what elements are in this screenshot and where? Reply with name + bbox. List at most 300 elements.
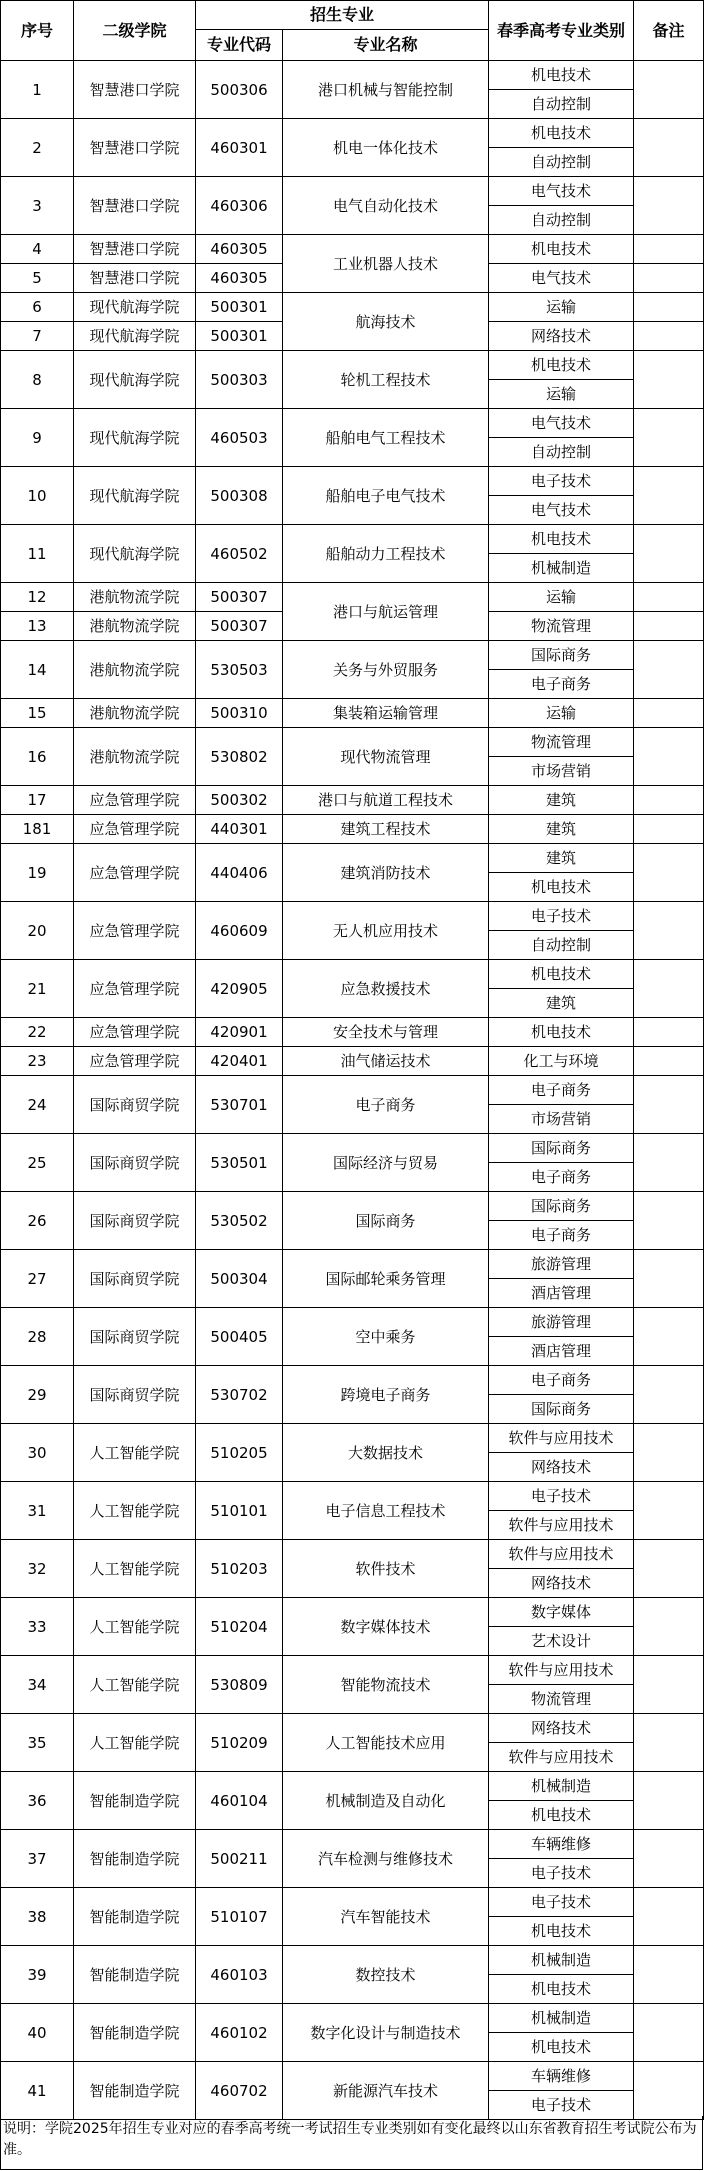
remark-cell	[634, 583, 704, 612]
header-name: 专业名称	[283, 30, 489, 61]
code-cell: 440406	[196, 844, 283, 902]
major-name-cell: 电子信息工程技术	[283, 1482, 489, 1540]
major-name-cell: 建筑消防技术	[283, 844, 489, 902]
code-cell: 510209	[196, 1714, 283, 1772]
major-name-cell: 国际商务	[283, 1192, 489, 1250]
seq-cell: 35	[1, 1714, 74, 1772]
college-cell: 智慧港口学院	[74, 177, 196, 235]
category-cell: 国际商务	[489, 1395, 634, 1424]
category-cell: 机电技术	[489, 525, 634, 554]
code-cell: 500304	[196, 1250, 283, 1308]
remark-cell	[634, 1714, 704, 1772]
remark-cell	[634, 409, 704, 467]
college-cell: 智能制造学院	[74, 1946, 196, 2004]
table-row	[1, 351, 704, 380]
remark-cell	[634, 2062, 704, 2120]
major-name-cell: 新能源汽车技术	[283, 2062, 489, 2120]
remark-cell	[634, 1366, 704, 1424]
category-cell: 机电技术	[489, 235, 634, 264]
category-cell: 网络技术	[489, 1453, 634, 1482]
college-cell: 应急管理学院	[74, 1018, 196, 1047]
remark-cell	[634, 786, 704, 815]
college-cell: 现代航海学院	[74, 293, 196, 322]
college-cell: 人工智能学院	[74, 1598, 196, 1656]
code-cell: 500307	[196, 583, 283, 612]
category-cell: 电气技术	[489, 409, 634, 438]
table-row	[1, 1888, 704, 1917]
college-cell: 智能制造学院	[74, 2062, 196, 2120]
code-cell: 420401	[196, 1047, 283, 1076]
major-name-cell: 机械制造及自动化	[283, 1772, 489, 1830]
college-cell: 港航物流学院	[74, 583, 196, 612]
category-cell: 电子技术	[489, 1859, 634, 1888]
category-cell: 物流管理	[489, 612, 634, 641]
category-cell: 车辆维修	[489, 1830, 634, 1859]
category-cell: 自动控制	[489, 931, 634, 960]
seq-cell: 27	[1, 1250, 74, 1308]
seq-cell: 3	[1, 177, 74, 235]
code-cell: 510203	[196, 1540, 283, 1598]
remark-cell	[634, 612, 704, 641]
category-cell: 建筑	[489, 815, 634, 844]
category-cell: 电气技术	[489, 496, 634, 525]
major-name-cell: 软件技术	[283, 1540, 489, 1598]
code-cell: 510107	[196, 1888, 283, 1946]
category-cell: 自动控制	[489, 206, 634, 235]
college-cell: 国际商贸学院	[74, 1308, 196, 1366]
code-cell: 500303	[196, 351, 283, 409]
remark-cell	[634, 467, 704, 525]
table-row	[1, 467, 704, 496]
remark-cell	[634, 1482, 704, 1540]
major-name-cell: 人工智能技术应用	[283, 1714, 489, 1772]
table-row	[1, 844, 704, 873]
category-cell: 物流管理	[489, 728, 634, 757]
category-cell: 软件与应用技术	[489, 1540, 634, 1569]
remark-cell	[634, 1424, 704, 1482]
college-cell: 应急管理学院	[74, 960, 196, 1018]
remark-cell	[634, 119, 704, 177]
category-cell: 机械制造	[489, 2004, 634, 2033]
table-row	[1, 1830, 704, 1859]
seq-cell: 29	[1, 1366, 74, 1424]
code-cell: 510204	[196, 1598, 283, 1656]
table-row	[1, 409, 704, 438]
code-cell: 500307	[196, 612, 283, 641]
seq-cell: 23	[1, 1047, 74, 1076]
remark-cell	[634, 1830, 704, 1888]
major-name-cell: 无人机应用技术	[283, 902, 489, 960]
table-row	[1, 960, 704, 989]
college-cell: 智慧港口学院	[74, 235, 196, 264]
code-cell: 510101	[196, 1482, 283, 1540]
category-cell: 机电技术	[489, 960, 634, 989]
remark-cell	[634, 1540, 704, 1598]
major-name-cell: 建筑工程技术	[283, 815, 489, 844]
category-cell: 软件与应用技术	[489, 1511, 634, 1540]
major-name-cell: 数控技术	[283, 1946, 489, 2004]
table-row	[1, 902, 704, 931]
college-cell: 现代航海学院	[74, 525, 196, 583]
college-cell: 人工智能学院	[74, 1424, 196, 1482]
category-cell: 网络技术	[489, 1569, 634, 1598]
category-cell: 电气技术	[489, 177, 634, 206]
college-cell: 现代航海学院	[74, 467, 196, 525]
category-cell: 机械制造	[489, 554, 634, 583]
college-cell: 智慧港口学院	[74, 119, 196, 177]
remark-cell	[634, 1047, 704, 1076]
college-cell: 港航物流学院	[74, 612, 196, 641]
code-cell: 460104	[196, 1772, 283, 1830]
seq-cell: 40	[1, 2004, 74, 2062]
remark-cell	[634, 728, 704, 786]
major-name-cell: 航海技术	[283, 293, 489, 351]
table-row	[1, 1047, 704, 1076]
seq-cell: 33	[1, 1598, 74, 1656]
category-cell: 电子商务	[489, 670, 634, 699]
remark-cell	[634, 902, 704, 960]
major-name-cell: 数字化设计与制造技术	[283, 2004, 489, 2062]
college-cell: 现代航海学院	[74, 322, 196, 351]
code-cell: 460306	[196, 177, 283, 235]
seq-cell: 4	[1, 235, 74, 264]
seq-cell: 15	[1, 699, 74, 728]
category-cell: 机电技术	[489, 351, 634, 380]
code-cell: 500405	[196, 1308, 283, 1366]
category-cell: 机电技术	[489, 1917, 634, 1946]
category-cell: 数字媒体	[489, 1598, 634, 1627]
code-cell: 460301	[196, 119, 283, 177]
table-row	[1, 699, 704, 728]
remark-cell	[634, 1308, 704, 1366]
remark-cell	[634, 699, 704, 728]
major-name-cell: 国际邮轮乘务管理	[283, 1250, 489, 1308]
table-row	[1, 1772, 704, 1801]
table-row	[1, 1366, 704, 1395]
seq-cell: 8	[1, 351, 74, 409]
category-cell: 机械制造	[489, 1946, 634, 1975]
major-name-cell: 现代物流管理	[283, 728, 489, 786]
header-remark: 备注	[634, 1, 704, 61]
seq-cell: 36	[1, 1772, 74, 1830]
college-cell: 智慧港口学院	[74, 264, 196, 293]
category-cell: 运输	[489, 293, 634, 322]
seq-cell: 37	[1, 1830, 74, 1888]
major-name-cell: 数字媒体技术	[283, 1598, 489, 1656]
seq-cell: 41	[1, 2062, 74, 2120]
code-cell: 460305	[196, 264, 283, 293]
category-cell: 电子技术	[489, 1482, 634, 1511]
seq-cell: 16	[1, 728, 74, 786]
major-name-cell: 机电一体化技术	[283, 119, 489, 177]
category-cell: 机电技术	[489, 1801, 634, 1830]
table-row	[1, 1714, 704, 1743]
category-cell: 自动控制	[489, 90, 634, 119]
seq-cell: 181	[1, 815, 74, 844]
major-name-cell: 智能物流技术	[283, 1656, 489, 1714]
code-cell: 530701	[196, 1076, 283, 1134]
remark-cell	[634, 61, 704, 119]
seq-cell: 20	[1, 902, 74, 960]
remark-cell	[634, 525, 704, 583]
code-cell: 460305	[196, 235, 283, 264]
category-cell: 软件与应用技术	[489, 1656, 634, 1685]
category-cell: 软件与应用技术	[489, 1424, 634, 1453]
college-cell: 智能制造学院	[74, 1888, 196, 1946]
category-cell: 车辆维修	[489, 2062, 634, 2091]
college-cell: 港航物流学院	[74, 699, 196, 728]
table-row	[1, 1424, 704, 1453]
seq-cell: 31	[1, 1482, 74, 1540]
code-cell: 500211	[196, 1830, 283, 1888]
table-row	[1, 1656, 704, 1685]
seq-cell: 5	[1, 264, 74, 293]
table-row	[1, 1308, 704, 1337]
remark-cell	[634, 1076, 704, 1134]
category-cell: 市场营销	[489, 757, 634, 786]
code-cell: 500301	[196, 322, 283, 351]
table-row	[1, 1598, 704, 1627]
code-cell: 500308	[196, 467, 283, 525]
seq-cell: 38	[1, 1888, 74, 1946]
category-cell: 电子技术	[489, 467, 634, 496]
header-college: 二级学院	[74, 1, 196, 61]
table-row	[1, 641, 704, 670]
header-category: 春季高考专业类别	[489, 1, 634, 61]
seq-cell: 39	[1, 1946, 74, 2004]
code-cell: 460609	[196, 902, 283, 960]
major-name-cell: 安全技术与管理	[283, 1018, 489, 1047]
category-cell: 酒店管理	[489, 1337, 634, 1366]
college-cell: 现代航海学院	[74, 409, 196, 467]
seq-cell: 11	[1, 525, 74, 583]
code-cell: 510205	[196, 1424, 283, 1482]
table-row	[1, 815, 704, 844]
major-name-cell: 电气自动化技术	[283, 177, 489, 235]
table-row	[1, 2062, 704, 2091]
category-cell: 运输	[489, 583, 634, 612]
category-cell: 电子技术	[489, 1888, 634, 1917]
college-cell: 应急管理学院	[74, 786, 196, 815]
table-row	[1, 293, 704, 322]
code-cell: 500302	[196, 786, 283, 815]
college-cell: 应急管理学院	[74, 1047, 196, 1076]
table-row	[1, 1946, 704, 1975]
footnote: 说明：学院2025年招生专业对应的春季高考统一考试招生专业类别如有变化最终以山东省教育招生考试院公布为准。	[0, 2116, 703, 2170]
remark-cell	[634, 1250, 704, 1308]
major-name-cell: 港口机械与智能控制	[283, 61, 489, 119]
college-cell: 港航物流学院	[74, 728, 196, 786]
code-cell: 530502	[196, 1192, 283, 1250]
major-name-cell: 工业机器人技术	[283, 235, 489, 293]
remark-cell	[634, 844, 704, 902]
category-cell: 电子商务	[489, 1163, 634, 1192]
remark-cell	[634, 960, 704, 1018]
college-cell: 国际商贸学院	[74, 1366, 196, 1424]
category-cell: 机电技术	[489, 873, 634, 902]
category-cell: 机电技术	[489, 1975, 634, 2004]
table-row	[1, 119, 704, 148]
college-cell: 国际商贸学院	[74, 1076, 196, 1134]
major-name-cell: 国际经济与贸易	[283, 1134, 489, 1192]
remark-cell	[634, 351, 704, 409]
college-cell: 应急管理学院	[74, 902, 196, 960]
remark-cell	[634, 815, 704, 844]
college-cell: 国际商贸学院	[74, 1134, 196, 1192]
remark-cell	[634, 2004, 704, 2062]
code-cell: 530809	[196, 1656, 283, 1714]
major-name-cell: 应急救援技术	[283, 960, 489, 1018]
seq-cell: 25	[1, 1134, 74, 1192]
category-cell: 机械制造	[489, 1772, 634, 1801]
category-cell: 机电技术	[489, 2033, 634, 2062]
college-cell: 港航物流学院	[74, 641, 196, 699]
category-cell: 国际商务	[489, 1192, 634, 1221]
major-name-cell: 大数据技术	[283, 1424, 489, 1482]
remark-cell	[634, 641, 704, 699]
seq-cell: 6	[1, 293, 74, 322]
major-name-cell: 空中乘务	[283, 1308, 489, 1366]
remark-cell	[634, 1946, 704, 2004]
seq-cell: 13	[1, 612, 74, 641]
major-name-cell: 船舶电气工程技术	[283, 409, 489, 467]
table-body	[1, 61, 704, 2120]
remark-cell	[634, 1134, 704, 1192]
table-row	[1, 235, 704, 264]
category-cell: 电子商务	[489, 1076, 634, 1105]
college-cell: 人工智能学院	[74, 1540, 196, 1598]
college-cell: 智能制造学院	[74, 2004, 196, 2062]
seq-cell: 32	[1, 1540, 74, 1598]
college-cell: 国际商贸学院	[74, 1192, 196, 1250]
header-seq: 序号	[1, 1, 74, 61]
table-row	[1, 525, 704, 554]
major-name-cell: 关务与外贸服务	[283, 641, 489, 699]
seq-cell: 28	[1, 1308, 74, 1366]
remark-cell	[634, 1772, 704, 1830]
category-cell: 化工与环境	[489, 1047, 634, 1076]
major-name-cell: 港口与航运管理	[283, 583, 489, 641]
code-cell: 530802	[196, 728, 283, 786]
seq-cell: 12	[1, 583, 74, 612]
code-cell: 420901	[196, 1018, 283, 1047]
code-cell: 500301	[196, 293, 283, 322]
college-cell: 智能制造学院	[74, 1772, 196, 1830]
category-cell: 网络技术	[489, 1714, 634, 1743]
code-cell: 460702	[196, 2062, 283, 2120]
code-cell: 420905	[196, 960, 283, 1018]
seq-cell: 7	[1, 322, 74, 351]
remark-cell	[634, 1888, 704, 1946]
code-cell: 460503	[196, 409, 283, 467]
table-row	[1, 728, 704, 757]
category-cell: 建筑	[489, 989, 634, 1018]
remark-cell	[634, 264, 704, 293]
seq-cell: 26	[1, 1192, 74, 1250]
major-name-cell: 汽车检测与维修技术	[283, 1830, 489, 1888]
table-row	[1, 1018, 704, 1047]
category-cell: 机电技术	[489, 61, 634, 90]
college-cell: 智慧港口学院	[74, 61, 196, 119]
seq-cell: 10	[1, 467, 74, 525]
college-cell: 应急管理学院	[74, 844, 196, 902]
code-cell: 530501	[196, 1134, 283, 1192]
category-cell: 自动控制	[489, 438, 634, 467]
category-cell: 旅游管理	[489, 1250, 634, 1279]
major-name-cell: 船舶电子电气技术	[283, 467, 489, 525]
code-cell: 500306	[196, 61, 283, 119]
category-cell: 电子技术	[489, 2091, 634, 2120]
category-cell: 运输	[489, 380, 634, 409]
code-cell: 460103	[196, 1946, 283, 2004]
code-cell: 460102	[196, 2004, 283, 2062]
college-cell: 国际商贸学院	[74, 1250, 196, 1308]
seq-cell: 17	[1, 786, 74, 815]
category-cell: 物流管理	[489, 1685, 634, 1714]
remark-cell	[634, 293, 704, 322]
category-cell: 网络技术	[489, 322, 634, 351]
category-cell: 艺术设计	[489, 1627, 634, 1656]
category-cell: 电气技术	[489, 264, 634, 293]
remark-cell	[634, 1192, 704, 1250]
major-name-cell: 轮机工程技术	[283, 351, 489, 409]
remark-cell	[634, 235, 704, 264]
table-row	[1, 177, 704, 206]
header-major-group: 招生专业	[196, 1, 489, 30]
category-cell: 市场营销	[489, 1105, 634, 1134]
seq-cell: 1	[1, 61, 74, 119]
major-name-cell: 跨境电子商务	[283, 1366, 489, 1424]
remark-cell	[634, 1656, 704, 1714]
table-row	[1, 583, 704, 612]
table-row	[1, 1134, 704, 1163]
major-name-cell: 港口与航道工程技术	[283, 786, 489, 815]
remark-cell	[634, 1018, 704, 1047]
category-cell: 机电技术	[489, 119, 634, 148]
category-cell: 酒店管理	[489, 1279, 634, 1308]
table-row	[1, 1076, 704, 1105]
college-cell: 人工智能学院	[74, 1482, 196, 1540]
seq-cell: 14	[1, 641, 74, 699]
header-code: 专业代码	[196, 30, 283, 61]
table-row	[1, 61, 704, 90]
code-cell: 530702	[196, 1366, 283, 1424]
code-cell: 530503	[196, 641, 283, 699]
table-row	[1, 2004, 704, 2033]
college-cell: 人工智能学院	[74, 1656, 196, 1714]
seq-cell: 19	[1, 844, 74, 902]
category-cell: 电子商务	[489, 1221, 634, 1250]
category-cell: 自动控制	[489, 148, 634, 177]
seq-cell: 30	[1, 1424, 74, 1482]
category-cell: 电子商务	[489, 1366, 634, 1395]
table-row	[1, 1192, 704, 1221]
remark-cell	[634, 177, 704, 235]
seq-cell: 21	[1, 960, 74, 1018]
table-row	[1, 1250, 704, 1279]
major-name-cell: 船舶动力工程技术	[283, 525, 489, 583]
seq-cell: 9	[1, 409, 74, 467]
college-cell: 人工智能学院	[74, 1714, 196, 1772]
header-row-top	[1, 1, 704, 30]
category-cell: 国际商务	[489, 1134, 634, 1163]
category-cell: 运输	[489, 699, 634, 728]
category-cell: 国际商务	[489, 641, 634, 670]
category-cell: 建筑	[489, 844, 634, 873]
seq-cell: 2	[1, 119, 74, 177]
seq-cell: 34	[1, 1656, 74, 1714]
remark-cell	[634, 1598, 704, 1656]
